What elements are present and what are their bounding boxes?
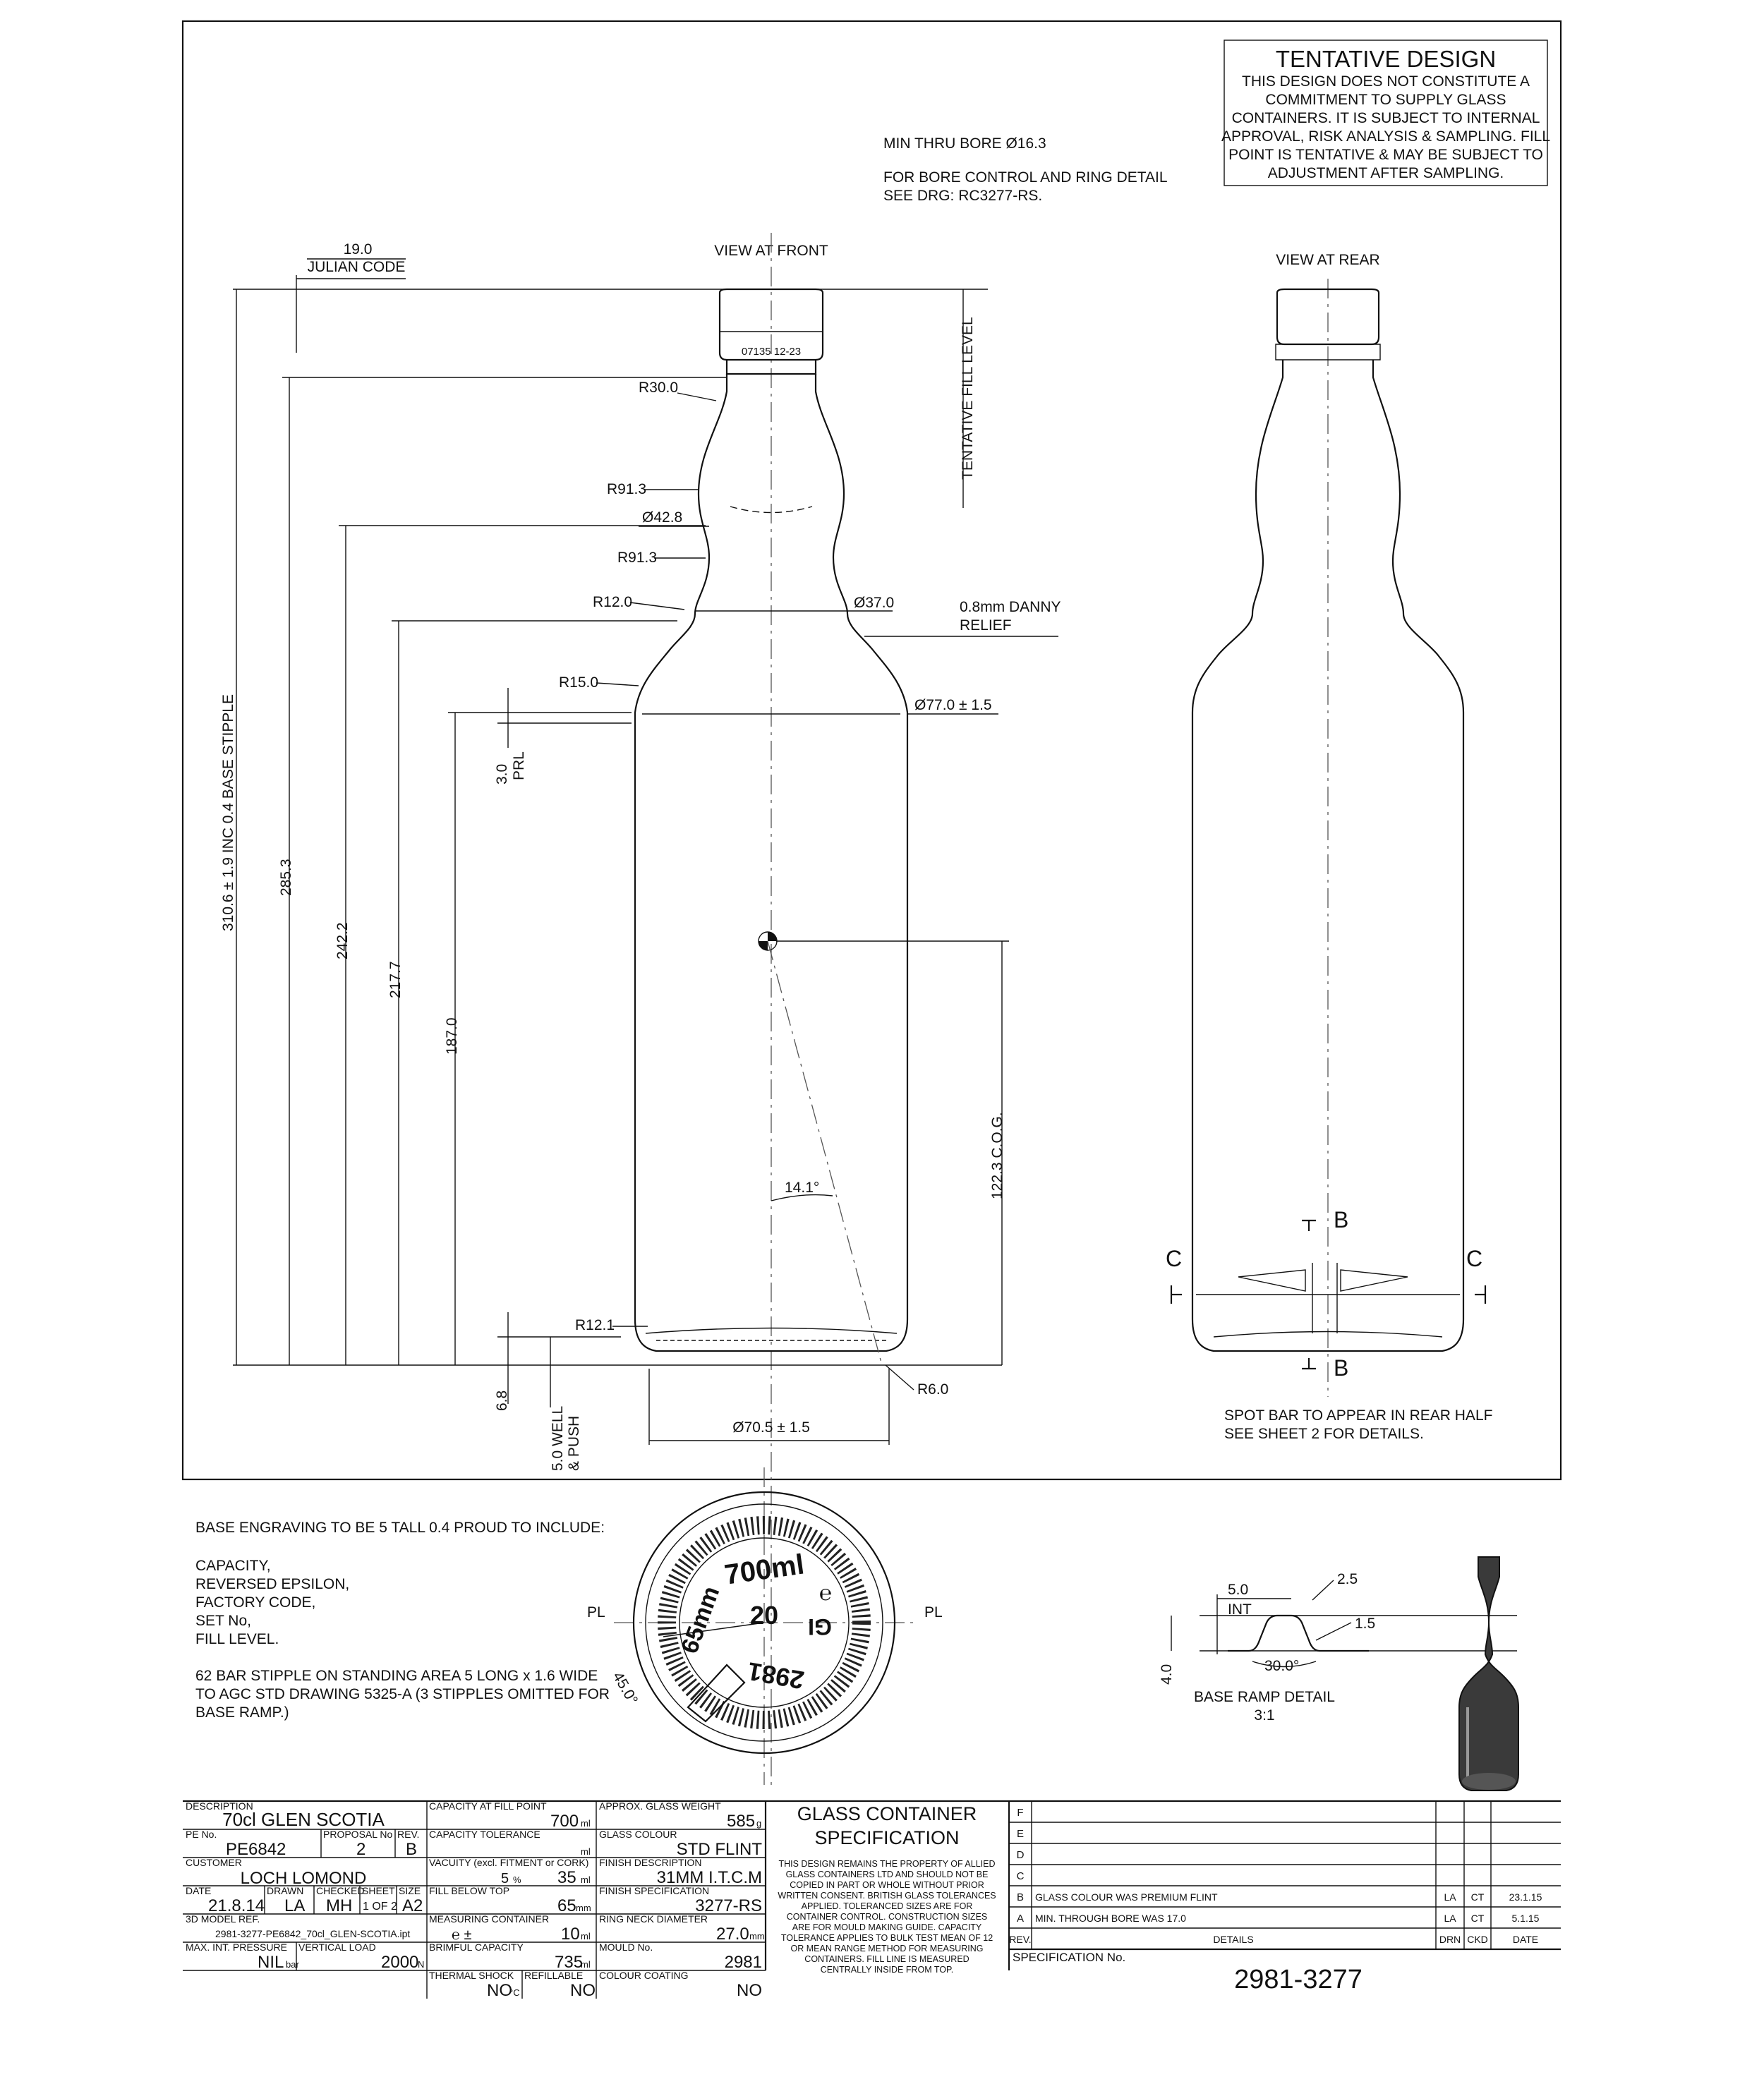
ring-note: SEE DRG: RC3277-RS. [883, 188, 1043, 204]
notice-line: CONTAINERS. IT IS SUBJECT TO INTERNAL [1231, 110, 1540, 126]
disclaimer [778, 1859, 996, 1975]
drawing-border [183, 21, 1561, 1479]
base-set-no: 2981 [745, 1656, 807, 1695]
rev-drn: LA [1444, 1891, 1456, 1903]
rev-ckd: CT [1470, 1891, 1485, 1903]
r30-dim: R30.0 [639, 380, 679, 396]
customer-label: CUSTOMER [186, 1857, 242, 1868]
fill-below-label: FILL BELOW TOP [429, 1885, 510, 1896]
model-label: 3D MODEL REF. [186, 1913, 260, 1925]
base-fill: 65mm [676, 1582, 725, 1657]
rev-head: DETAILS [1213, 1934, 1254, 1945]
finish-desc-label: FINISH DESCRIPTION [599, 1857, 702, 1868]
ramp-4: 4.0 [1159, 1664, 1175, 1685]
rev-head: CKD [1467, 1934, 1488, 1945]
height-242: 242.2 [334, 922, 351, 959]
ramp-1-5: 1.5 [1355, 1616, 1376, 1632]
section-b-top: B [1334, 1207, 1349, 1232]
revision-table [1009, 1801, 1561, 1949]
max-int-unit: bar [286, 1959, 299, 1970]
rear-view-label: VIEW AT REAR [1276, 252, 1380, 268]
angle-45: 45.0° [609, 1669, 641, 1708]
rev-letter: F [1017, 1807, 1024, 1819]
thermal: NO [487, 1981, 512, 2000]
notice-line: COMMITMENT TO SUPPLY GLASS [1265, 92, 1506, 108]
ramp-int: INT [1228, 1601, 1252, 1618]
rev-letter: A [1016, 1913, 1025, 1925]
d70-dim: Ø70.5 ± 1.5 [732, 1419, 810, 1436]
max-int-label: MAX. INT. PRESSURE [186, 1941, 287, 1953]
disclaimer-line: GLASS CONTAINERS LTD AND SHOULD NOT BE [785, 1870, 989, 1879]
coating: NO [737, 1981, 762, 2000]
julian-code-mark: 07135 12-23 [741, 346, 802, 358]
well-dim: 5.0 WELL [550, 1405, 566, 1471]
ring-label: RING NECK DIAMETER [599, 1913, 708, 1925]
vertical-label: VERTICAL LOAD [298, 1941, 376, 1953]
disclaimer-line: ARE FOR MOULD MAKING GUIDE. CAPACITY [792, 1922, 982, 1932]
d37-dim: Ø37.0 [854, 595, 895, 611]
notice-line: POINT IS TENTATIVE & MAY BE SUBJECT TO [1228, 147, 1543, 163]
pl-left: PL [587, 1604, 605, 1620]
well-dim: & PUSH [566, 1415, 582, 1471]
colour: STD FLINT [676, 1840, 762, 1859]
engraving-line: REVERSED EPSILON, [195, 1576, 350, 1592]
engraving-notes [195, 1520, 610, 1721]
ring-unit: mm [749, 1931, 765, 1941]
refillable-label: REFILLABLE [524, 1970, 584, 1981]
vacuity-unit: ml [581, 1874, 591, 1885]
disclaimer-line: CENTRALLY INSIDE FROM TOP. [820, 1965, 954, 1975]
colour-label: GLASS COLOUR [599, 1829, 677, 1840]
measuring: 10 [561, 1925, 580, 1944]
thermal-label: THERMAL SHOCK [429, 1970, 514, 1981]
measuring-label: MEASURING CONTAINER [429, 1913, 550, 1925]
base-ramp-scale: 3:1 [1254, 1707, 1275, 1723]
r91-dim: R91.3 [607, 481, 647, 497]
weight-label: APPROX. GLASS WEIGHT [599, 1800, 721, 1812]
spec-no-label: SPECIFICATION No. [1013, 1951, 1126, 1964]
description-label: DESCRIPTION [186, 1800, 253, 1812]
vertical-load: 2000 [381, 1953, 419, 1972]
fill-below-unit: mm [576, 1903, 591, 1913]
disclaimer-line: TOLERANCE APPLIES TO BULK TEST MEAN OF 12 [780, 1933, 993, 1943]
base-factory: GI [808, 1614, 832, 1640]
weight-unit: g [756, 1818, 762, 1829]
ring-note: FOR BORE CONTROL AND RING DETAIL [883, 169, 1168, 186]
spec-title: SPECIFICATION [814, 1827, 960, 1848]
fill-below: 65 [557, 1896, 576, 1915]
disclaimer-line: WRITTEN CONSENT. BRITISH GLASS TOLERANCES [778, 1891, 996, 1901]
vacuity-pct-unit: % [513, 1874, 521, 1885]
disclaimer-line: CONTAINERS. FILL LINE IS MEASURED [804, 1954, 969, 1964]
notice-line: THIS DESIGN DOES NOT CONSTITUTE A [1242, 73, 1530, 90]
vacuity-pct: 5 [501, 1871, 509, 1886]
rev-head: REV. [1009, 1934, 1032, 1945]
height-285: 285.3 [278, 859, 294, 896]
r15-dim: R15.0 [559, 674, 599, 691]
mould-label: MOULD No. [599, 1941, 653, 1953]
customer: LOCH LOMOND [240, 1869, 367, 1888]
rev: B [406, 1840, 418, 1859]
finish-spec: 3277-RS [695, 1896, 762, 1915]
rev-label: REV. [397, 1829, 420, 1840]
measuring-unit: ml [581, 1931, 591, 1941]
rev-drn: LA [1444, 1913, 1456, 1924]
disclaimer-line: CONTAINER CONTROL. CONSTRUCTION SIZES [786, 1912, 988, 1922]
total-height-dim: 310.6 ± 1.9 INC 0.4 BASE STIPPLE [220, 693, 236, 931]
r12-1-dim: R12.1 [575, 1317, 615, 1333]
date-label: DATE [186, 1885, 212, 1896]
danny-relief: 0.8mm DANNY [960, 599, 1061, 615]
angle-dim: 14.1° [785, 1180, 820, 1196]
cap-tol-label: CAPACITY TOLERANCE [429, 1829, 540, 1840]
finish-spec-label: FINISH SPECIFICATION [599, 1885, 710, 1896]
base-code: 20 [749, 1601, 779, 1630]
prl-val: 3.0 [494, 763, 510, 784]
pe-label: PE No. [186, 1829, 217, 1840]
thermal-unit: °C [509, 1987, 520, 1998]
measuring-symbol: ℮ ± [452, 1927, 472, 1943]
section-c-left: C [1166, 1246, 1183, 1271]
rev-head: DRN [1439, 1934, 1461, 1945]
engraving-line: FACTORY CODE, [195, 1594, 316, 1611]
mould: 2981 [724, 1953, 762, 1972]
title-block [183, 1800, 1561, 2000]
size: A2 [402, 1896, 423, 1915]
bore-note: MIN THRU BORE Ø16.3 [883, 135, 1046, 152]
base-view [587, 1467, 943, 1785]
rev-date: 5.1.15 [1511, 1913, 1540, 1924]
model-ref: 2981-3277-PE6842_70cl_GLEN-SCOTIA.ipt [215, 1928, 411, 1939]
rev-details: GLASS COLOUR WAS PREMIUM FLINT [1035, 1891, 1218, 1903]
sheet: 1 OF 2 [363, 1901, 397, 1913]
r91-dim: R91.3 [617, 550, 658, 566]
notice-title: TENTATIVE DESIGN [1275, 46, 1497, 72]
rear-bottle [1166, 279, 1485, 1397]
weight: 585 [727, 1812, 756, 1831]
ring: 27.0 [716, 1925, 749, 1944]
brimful-label: BRIMFUL CAPACITY [429, 1941, 524, 1953]
julian-label: JULIAN CODE [307, 259, 406, 275]
date: 21.8.14 [208, 1896, 265, 1915]
front-dimensions [220, 241, 1061, 1471]
max-int: NIL [258, 1953, 284, 1972]
base-capacity: 700ml [722, 1549, 807, 1591]
ramp-2-5: 2.5 [1337, 1571, 1358, 1587]
engraving-line: TO AGC STD DRAWING 5325-A (3 STIPPLES OMITTED FOR [195, 1686, 610, 1702]
rev-letter: B [1016, 1891, 1025, 1903]
rev-details: MIN. THROUGH BORE WAS 17.0 [1035, 1913, 1186, 1924]
engraving-line: BASE RAMP.) [195, 1704, 289, 1721]
base-ramp-title: BASE RAMP DETAIL [1194, 1689, 1335, 1705]
drawn: LA [284, 1896, 306, 1915]
disclaimer-line: APPLIED. TOLERANCED SIZES ARE FOR [801, 1901, 973, 1911]
cap-fill: 700 [550, 1812, 579, 1831]
section-b-bottom: B [1334, 1355, 1349, 1381]
finish-desc: 31MM I.T.C.M [656, 1868, 762, 1887]
description: 70cl GLEN SCOTIA [222, 1809, 385, 1830]
checked: MH [326, 1896, 353, 1915]
tentative-design-notice [1221, 40, 1550, 186]
sheet-label: SHEET [362, 1885, 395, 1896]
ramp-5: 5.0 [1228, 1582, 1249, 1598]
proposal-label: PROPOSAL No [323, 1829, 393, 1840]
d42-dim: Ø42.8 [642, 509, 683, 526]
pl-right: PL [924, 1604, 943, 1620]
front-view-label: VIEW AT FRONT [714, 243, 828, 259]
brimful-unit: ml [581, 1959, 591, 1970]
height-217: 217.7 [387, 961, 404, 998]
cap-tol-unit: ml [581, 1846, 591, 1857]
cog-dim: 122.3 C.O.G. [989, 1112, 1005, 1199]
vertical-unit: N [418, 1959, 425, 1970]
rev-letter: E [1016, 1828, 1025, 1840]
cap-fill-label: CAPACITY AT FILL POINT [429, 1800, 547, 1812]
disclaimer-line: THIS DESIGN REMAINS THE PROPERTY OF ALLIED [778, 1859, 996, 1869]
danny-relief: RELIEF [960, 617, 1012, 634]
brimful: 735 [555, 1953, 584, 1972]
vacuity-label: VACUITY (excl. FITMENT or CORK) [429, 1857, 589, 1868]
rev-letter: C [1016, 1870, 1025, 1882]
rev-letter: D [1016, 1849, 1025, 1861]
section-c-right: C [1466, 1246, 1483, 1271]
r12-dim: R12.0 [593, 594, 633, 610]
engraving-line: BASE ENGRAVING TO BE 5 TALL 0.4 PROUD TO INCLUDE: [195, 1520, 605, 1536]
pe-number: PE6842 [226, 1840, 286, 1859]
ramp-30: 30.0° [1264, 1658, 1300, 1674]
r6-dim: R6.0 [917, 1381, 949, 1398]
proposal: 2 [356, 1840, 366, 1859]
coating-label: COLOUR COATING [599, 1970, 689, 1981]
height-187: 187.0 [444, 1017, 460, 1055]
fill-level-label: TENTATIVE FILL LEVEL [960, 317, 976, 480]
rev-ckd: CT [1470, 1913, 1485, 1924]
base-epsilon: ℮ [818, 1582, 833, 1605]
checked-label: CHECKED [316, 1885, 365, 1896]
base-6-8: 6.8 [494, 1390, 510, 1411]
disclaimer-line: OR MEAN RANGE METHOD FOR MEASURING [790, 1944, 984, 1953]
engraving-line: CAPACITY, [195, 1558, 271, 1574]
front-bottle [635, 233, 907, 1785]
rev-date: 23.1.15 [1509, 1891, 1542, 1903]
spec-title: GLASS CONTAINER [797, 1803, 977, 1824]
vacuity: 35 [557, 1868, 576, 1887]
disclaimer-line: COPIED IN PART OR WHOLE WITHOUT PRIOR [790, 1880, 984, 1890]
spec-number: 2981-3277 [1234, 1965, 1363, 1994]
drawn-label: DRAWN [267, 1885, 304, 1896]
engraving-line: SET No, [195, 1613, 251, 1629]
rev-head: DATE [1512, 1934, 1539, 1945]
bottle-3d-render [1459, 1557, 1518, 1791]
engraving-line: 62 BAR STIPPLE ON STANDING AREA 5 LONG x 1.6 WIDE [195, 1668, 598, 1684]
engraving-line: FILL LEVEL. [195, 1631, 279, 1647]
spot-note: SEE SHEET 2 FOR DETAILS. [1224, 1426, 1424, 1442]
refillable: NO [570, 1981, 596, 2000]
notice-line: APPROVAL, RISK ANALYSIS & SAMPLING. FILL [1221, 128, 1551, 145]
spot-note: SPOT BAR TO APPEAR IN REAR HALF [1224, 1407, 1493, 1424]
d77-dim: Ø77.0 ± 1.5 [914, 697, 992, 713]
cap-fill-unit: ml [581, 1818, 591, 1829]
julian-dim: 19.0 [343, 241, 373, 258]
prl-label: PRL [511, 751, 527, 780]
notice-line: ADJUSTMENT AFTER SAMPLING. [1267, 165, 1504, 181]
size-label: SIZE [399, 1885, 421, 1896]
